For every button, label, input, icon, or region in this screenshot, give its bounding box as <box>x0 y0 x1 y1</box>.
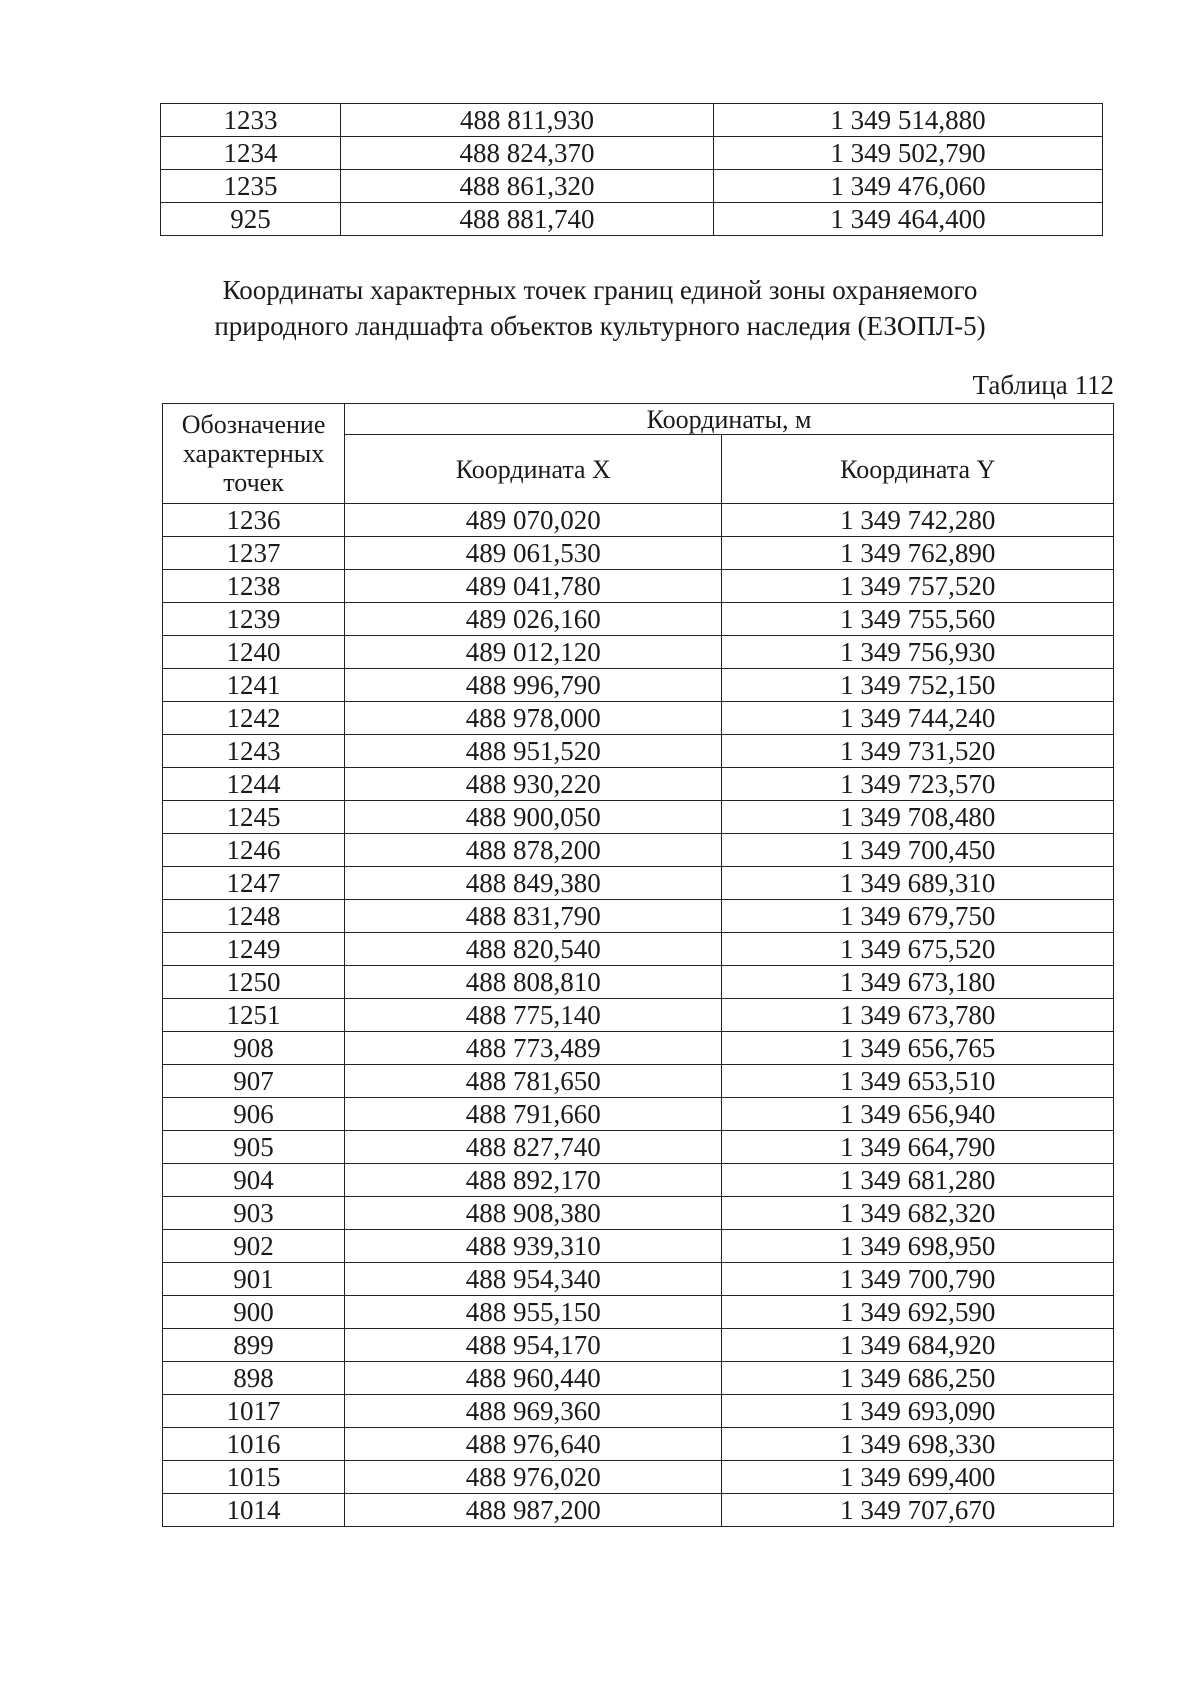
point-number-cell: 1243 <box>163 735 345 768</box>
table-row <box>163 1197 1114 1230</box>
x-coordinate-cell: 488 955,150 <box>345 1296 722 1329</box>
table-row <box>163 867 1114 900</box>
table-row <box>163 1494 1114 1527</box>
table-row <box>163 504 1114 537</box>
table-row <box>163 1263 1114 1296</box>
table-row <box>163 900 1114 933</box>
point-number-cell: 898 <box>163 1362 345 1395</box>
point-number-cell: 1251 <box>163 999 345 1032</box>
point-number-cell: 901 <box>163 1263 345 1296</box>
point-number-cell: 1245 <box>163 801 345 834</box>
y-coordinate-cell: 1 349 723,570 <box>722 768 1114 801</box>
y-coordinate-cell: 1 349 700,790 <box>722 1263 1114 1296</box>
y-coordinate-cell: 1 349 692,590 <box>722 1296 1114 1329</box>
top-coordinates-table <box>160 103 1103 236</box>
x-coordinate-cell: 488 824,370 <box>341 137 714 170</box>
point-number-cell: 899 <box>163 1329 345 1362</box>
point-designation-header: Обозначение характерных точек <box>163 404 345 504</box>
table-row <box>163 834 1114 867</box>
x-coordinate-cell: 489 041,780 <box>345 570 722 603</box>
table-row <box>163 1164 1114 1197</box>
y-coordinate-cell: 1 349 681,280 <box>722 1164 1114 1197</box>
x-coordinate-cell: 488 831,790 <box>345 900 722 933</box>
table-row <box>163 768 1114 801</box>
point-number-cell: 1244 <box>163 768 345 801</box>
x-coordinate-cell: 488 976,020 <box>345 1461 722 1494</box>
y-coordinate-cell: 1 349 755,560 <box>722 603 1114 636</box>
point-number-cell: 903 <box>163 1197 345 1230</box>
x-coordinate-cell: 488 939,310 <box>345 1230 722 1263</box>
x-coordinate-cell: 488 960,440 <box>345 1362 722 1395</box>
y-coordinate-cell: 1 349 514,880 <box>714 104 1103 137</box>
x-coordinate-cell: 489 026,160 <box>345 603 722 636</box>
x-coordinate-cell: 488 878,200 <box>345 834 722 867</box>
x-coordinate-cell: 488 892,170 <box>345 1164 722 1197</box>
point-number-cell: 925 <box>161 203 341 236</box>
coordinates-table-body <box>163 504 1114 1527</box>
point-number-cell: 906 <box>163 1098 345 1131</box>
point-number-cell: 1249 <box>163 933 345 966</box>
y-coordinate-cell: 1 349 699,400 <box>722 1461 1114 1494</box>
table-row <box>161 170 1103 203</box>
y-coordinate-cell: 1 349 708,480 <box>722 801 1114 834</box>
x-coordinate-cell: 488 996,790 <box>345 669 722 702</box>
table-row <box>163 735 1114 768</box>
point-number-cell: 1239 <box>163 603 345 636</box>
y-coordinate-cell: 1 349 757,520 <box>722 570 1114 603</box>
x-coordinate-header: Координата X <box>345 435 722 504</box>
point-number-cell: 1233 <box>161 104 341 137</box>
x-coordinate-cell: 488 861,320 <box>341 170 714 203</box>
coordinates-table-header <box>163 404 1114 504</box>
x-coordinate-cell: 488 954,170 <box>345 1329 722 1362</box>
point-number-cell: 908 <box>163 1032 345 1065</box>
y-coordinate-cell: 1 349 698,330 <box>722 1428 1114 1461</box>
table-row <box>163 801 1114 834</box>
x-coordinate-cell: 488 849,380 <box>345 867 722 900</box>
y-coordinate-cell: 1 349 673,180 <box>722 966 1114 999</box>
x-coordinate-cell: 488 987,200 <box>345 1494 722 1527</box>
point-number-cell: 902 <box>163 1230 345 1263</box>
point-number-cell: 1241 <box>163 669 345 702</box>
table-row <box>163 1329 1114 1362</box>
x-coordinate-cell: 488 978,000 <box>345 702 722 735</box>
x-coordinate-cell: 488 908,380 <box>345 1197 722 1230</box>
x-coordinate-cell: 488 808,810 <box>345 966 722 999</box>
y-coordinate-cell: 1 349 653,510 <box>722 1065 1114 1098</box>
x-coordinate-cell: 488 930,220 <box>345 768 722 801</box>
table-row <box>163 1296 1114 1329</box>
y-coordinate-cell: 1 349 682,320 <box>722 1197 1114 1230</box>
y-coordinate-cell: 1 349 502,790 <box>714 137 1103 170</box>
table-row <box>163 702 1114 735</box>
y-coordinate-cell: 1 349 689,310 <box>722 867 1114 900</box>
y-coordinate-cell: 1 349 656,765 <box>722 1032 1114 1065</box>
x-coordinate-cell: 488 820,540 <box>345 933 722 966</box>
y-coordinate-cell: 1 349 664,790 <box>722 1131 1114 1164</box>
table-caption: Таблица 112 <box>972 370 1114 400</box>
table-row <box>163 537 1114 570</box>
top-table-body <box>161 104 1103 236</box>
header-row-1 <box>163 404 1114 435</box>
x-coordinate-cell: 488 976,640 <box>345 1428 722 1461</box>
point-number-cell: 1016 <box>163 1428 345 1461</box>
table-row <box>163 1461 1114 1494</box>
table-row <box>161 137 1103 170</box>
x-coordinate-cell: 488 773,489 <box>345 1032 722 1065</box>
point-number-cell: 1235 <box>161 170 341 203</box>
y-coordinate-cell: 1 349 731,520 <box>722 735 1114 768</box>
table-row <box>163 570 1114 603</box>
y-coordinate-cell: 1 349 464,400 <box>714 203 1103 236</box>
table-row <box>163 1230 1114 1263</box>
y-coordinate-cell: 1 349 686,250 <box>722 1362 1114 1395</box>
y-coordinate-cell: 1 349 476,060 <box>714 170 1103 203</box>
point-number-cell: 1247 <box>163 867 345 900</box>
table-row <box>163 669 1114 702</box>
y-coordinate-cell: 1 349 700,450 <box>722 834 1114 867</box>
table-row <box>163 966 1114 999</box>
x-coordinate-cell: 488 969,360 <box>345 1395 722 1428</box>
table-row <box>163 603 1114 636</box>
point-number-cell: 900 <box>163 1296 345 1329</box>
y-coordinate-header: Координата Y <box>722 435 1114 504</box>
table-row <box>163 1395 1114 1428</box>
point-number-cell: 1236 <box>163 504 345 537</box>
x-coordinate-cell: 489 061,530 <box>345 537 722 570</box>
table-row <box>161 104 1103 137</box>
y-coordinate-cell: 1 349 656,940 <box>722 1098 1114 1131</box>
point-number-cell: 1234 <box>161 137 341 170</box>
y-coordinate-cell: 1 349 684,920 <box>722 1329 1114 1362</box>
y-coordinate-cell: 1 349 762,890 <box>722 537 1114 570</box>
point-number-cell: 1014 <box>163 1494 345 1527</box>
point-number-cell: 907 <box>163 1065 345 1098</box>
y-coordinate-cell: 1 349 698,950 <box>722 1230 1114 1263</box>
y-coordinate-cell: 1 349 756,930 <box>722 636 1114 669</box>
point-number-cell: 1015 <box>163 1461 345 1494</box>
point-number-cell: 1238 <box>163 570 345 603</box>
table-row <box>163 1032 1114 1065</box>
point-number-cell: 1246 <box>163 834 345 867</box>
y-coordinate-cell: 1 349 679,750 <box>722 900 1114 933</box>
x-coordinate-cell: 488 775,140 <box>345 999 722 1032</box>
table-row <box>163 1428 1114 1461</box>
x-coordinate-cell: 488 954,340 <box>345 1263 722 1296</box>
x-coordinate-cell: 488 781,650 <box>345 1065 722 1098</box>
x-coordinate-cell: 488 951,520 <box>345 735 722 768</box>
y-coordinate-cell: 1 349 673,780 <box>722 999 1114 1032</box>
point-number-cell: 904 <box>163 1164 345 1197</box>
point-number-cell: 1240 <box>163 636 345 669</box>
section-heading <box>150 272 1050 344</box>
point-number-cell: 1237 <box>163 537 345 570</box>
point-number-cell: 1248 <box>163 900 345 933</box>
x-coordinate-cell: 489 012,120 <box>345 636 722 669</box>
y-coordinate-cell: 1 349 752,150 <box>722 669 1114 702</box>
x-coordinate-cell: 489 070,020 <box>345 504 722 537</box>
x-coordinate-cell: 488 791,660 <box>345 1098 722 1131</box>
table-row <box>161 203 1103 236</box>
y-coordinate-cell: 1 349 693,090 <box>722 1395 1114 1428</box>
table-row <box>163 933 1114 966</box>
table-row <box>163 1098 1114 1131</box>
table-row <box>163 636 1114 669</box>
x-coordinate-cell: 488 827,740 <box>345 1131 722 1164</box>
point-number-cell: 1242 <box>163 702 345 735</box>
point-number-cell: 905 <box>163 1131 345 1164</box>
table-row <box>163 1065 1114 1098</box>
x-coordinate-cell: 488 900,050 <box>345 801 722 834</box>
y-coordinate-cell: 1 349 742,280 <box>722 504 1114 537</box>
table-row <box>163 999 1114 1032</box>
y-coordinate-cell: 1 349 744,240 <box>722 702 1114 735</box>
coordinates-table <box>162 403 1114 1527</box>
heading-line-2: природного ландшафта объектов культурного наследия (ЕЗОПЛ-5) <box>214 311 986 341</box>
table-row <box>163 1362 1114 1395</box>
point-number-cell: 1017 <box>163 1395 345 1428</box>
table-row <box>163 1131 1114 1164</box>
y-coordinate-cell: 1 349 707,670 <box>722 1494 1114 1527</box>
x-coordinate-cell: 488 811,930 <box>341 104 714 137</box>
coordinates-header: Координаты, м <box>345 404 1114 435</box>
y-coordinate-cell: 1 349 675,520 <box>722 933 1114 966</box>
heading-line-1: Координаты характерных точек границ единой зоны охраняемого <box>222 275 978 305</box>
point-number-cell: 1250 <box>163 966 345 999</box>
x-coordinate-cell: 488 881,740 <box>341 203 714 236</box>
